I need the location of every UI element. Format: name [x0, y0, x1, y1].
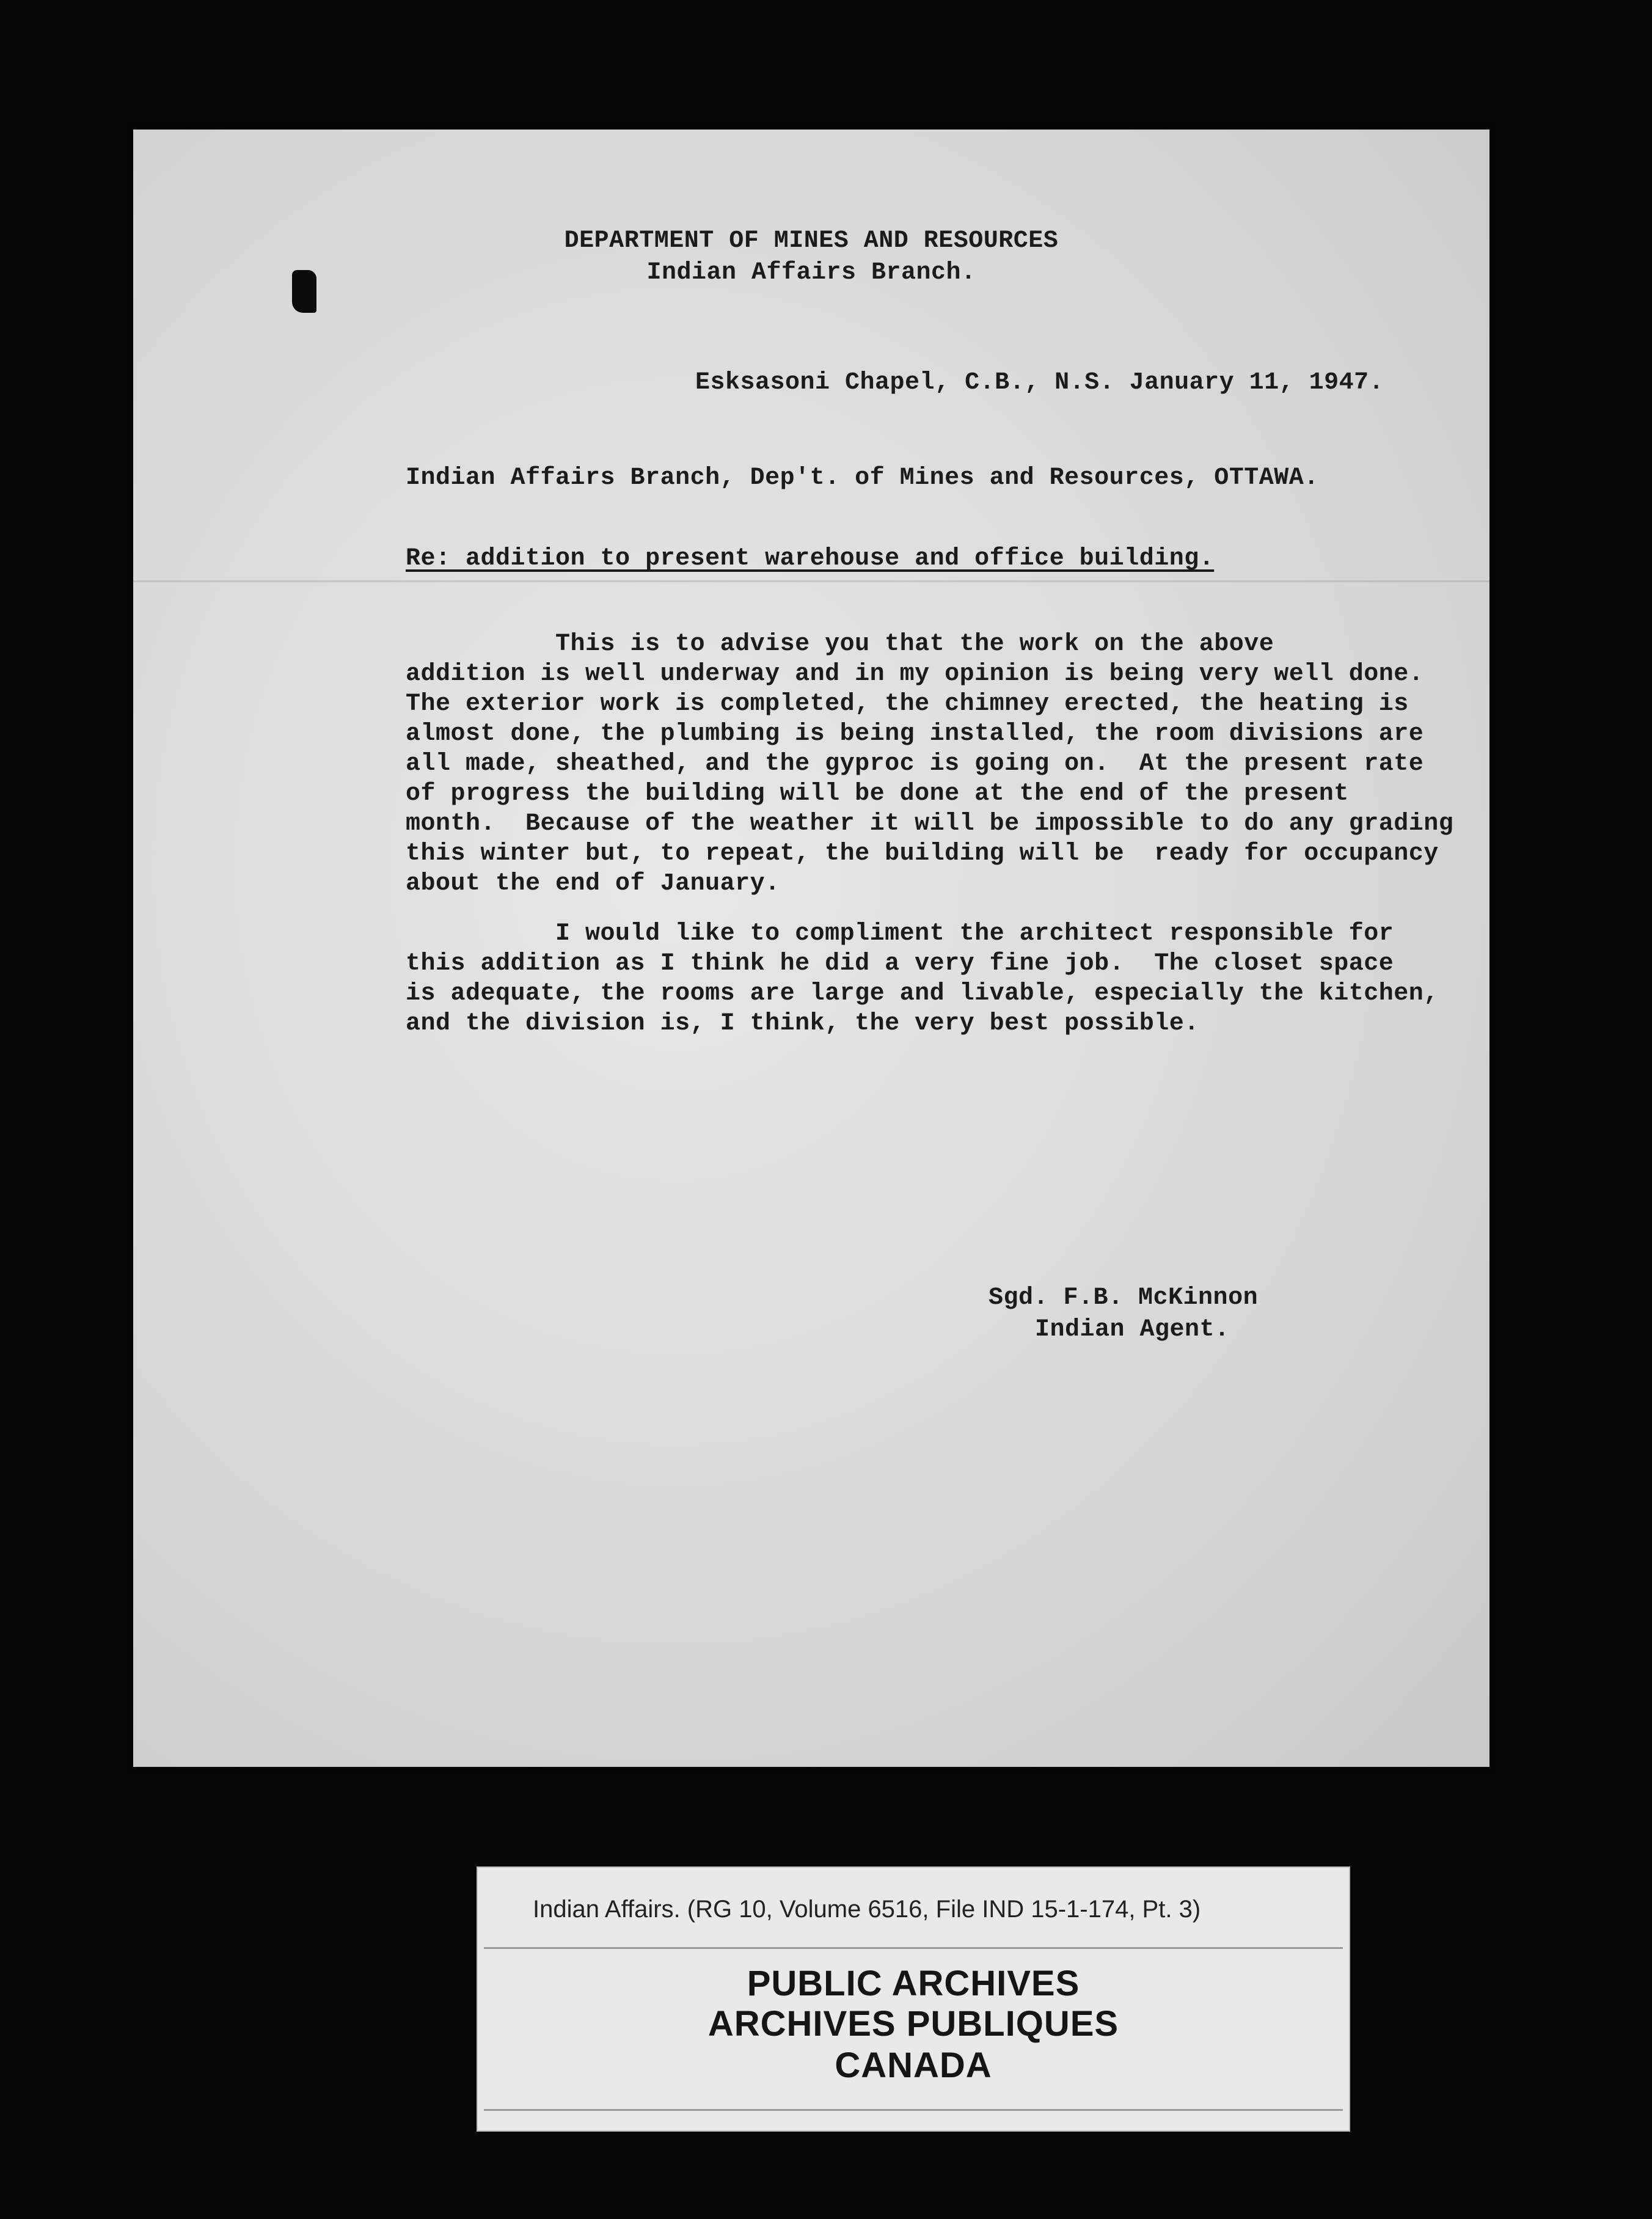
body-paragraph-2 — [406, 919, 1456, 1039]
archive-stamp-line-2: ARCHIVES PUBLIQUES — [707, 2004, 1119, 2044]
addressee: Indian Affairs Branch, Dep't. of Mines and Resources, OTTAWA. — [406, 464, 1319, 492]
archive-label — [477, 1866, 1350, 2132]
letterhead-branch: Indian Affairs Branch. — [646, 259, 976, 287]
paragraph-line: about the end of January. — [406, 870, 780, 897]
paragraph-line: this winter but, to repeat, the building will be ready for occupancy — [406, 840, 1439, 868]
paragraph-line: month. Because of the weather it will be impossible to do any grading — [406, 810, 1454, 838]
signature-title: Indian Agent. — [1035, 1316, 1230, 1343]
paragraph-line: addition is well underway and in my opinion is being very well done. — [406, 660, 1424, 688]
dateline: Esksasoni Chapel, C.B., N.S. January 11, 1947. — [695, 369, 1384, 397]
paragraph-line: almost done, the plumbing is being installed, the room divisions are — [406, 720, 1424, 748]
letter-page — [133, 130, 1489, 1767]
signature-name: Sgd. F.B. McKinnon — [989, 1284, 1259, 1312]
paragraph-line: I would like to compliment the architect responsible for — [406, 920, 1394, 948]
paragraph-line: and the division is, I think, the very best possible. — [406, 1010, 1199, 1037]
archive-reference: Indian Affairs. (RG 10, Volume 6516, File IND 15-1-174, Pt. 3) — [533, 1896, 1201, 1923]
subject-line: Re: addition to present warehouse and office building. — [406, 545, 1215, 572]
body-paragraph-1 — [406, 629, 1456, 899]
paper-fold-line — [133, 580, 1489, 582]
letterhead-department: DEPARTMENT OF MINES AND RESOURCES — [564, 227, 1059, 255]
paragraph-line: of progress the building will be done at the end of the present — [406, 780, 1349, 808]
archive-stamp-line-1: PUBLIC ARCHIVES — [747, 1964, 1080, 2003]
paragraph-line: This is to advise you that the work on the above — [406, 631, 1274, 658]
archive-stamp-line-3: CANADA — [835, 2045, 992, 2085]
label-divider — [484, 2109, 1343, 2111]
paragraph-line: is adequate, the rooms are large and livable, especially the kitchen, — [406, 980, 1439, 1007]
paragraph-line: all made, sheathed, and the gyproc is going on. At the present rate — [406, 750, 1424, 778]
label-divider — [484, 1947, 1343, 1949]
paragraph-line: The exterior work is completed, the chimney erected, the heating is — [406, 690, 1409, 718]
paragraph-line: this addition as I think he did a very fine job. The closet space — [406, 950, 1394, 978]
